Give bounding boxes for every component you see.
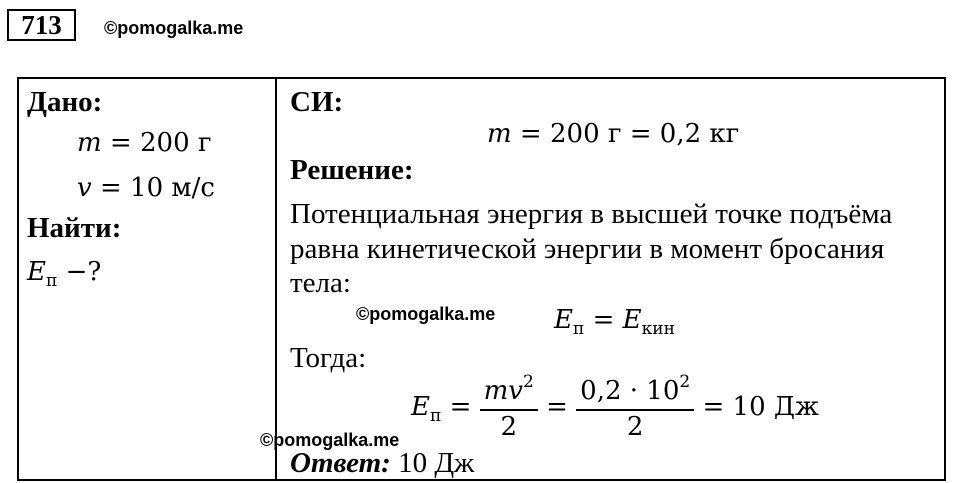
energy-equality: $E_п = E_{кин}$ (554, 305, 675, 339)
si-title: СИ: (290, 86, 344, 118)
find-title: Найти: (27, 212, 122, 244)
fraction-numeric: $\frac{0,2 \cdot 10^2}{2}$ (576, 371, 694, 445)
watermark-mid: ©pomogalka.me (356, 304, 496, 324)
fraction-kinetic: $\frac{mv^2}{2}$ (480, 371, 538, 445)
column-divider (275, 79, 277, 479)
solution-table (17, 77, 946, 481)
solution-text-line-2: равна кинетической энергии в момент бросания (290, 233, 885, 265)
given-title: Дано: (27, 86, 103, 118)
energy-calculation: $E_п$ = $\frac{mv^2}{2}$ = $\frac{0,2 \cdot 10^2}{2}$ = 10 Дж (411, 371, 819, 445)
find-quantity: $E_п$ −? (27, 257, 102, 291)
solution-text-line-3: тела: (290, 267, 351, 299)
given-velocity: v = 10 м/с (77, 173, 215, 203)
solution-text-line-1: Потенциальная энергия в высшей точке подъёма (290, 198, 893, 230)
task-number: 713 (7, 9, 76, 41)
then-label: Тогда: (290, 342, 367, 374)
watermark-bottom: ©pomogalka.me (260, 430, 400, 450)
answer-line: Ответ: 10 Дж (290, 447, 475, 479)
given-mass: m = 200 г (77, 128, 212, 158)
header-watermark: ©pomogalka.me (104, 18, 244, 38)
solution-title: Решение: (290, 154, 414, 186)
si-conversion: m = 200 г = 0,2 кг (487, 119, 740, 149)
